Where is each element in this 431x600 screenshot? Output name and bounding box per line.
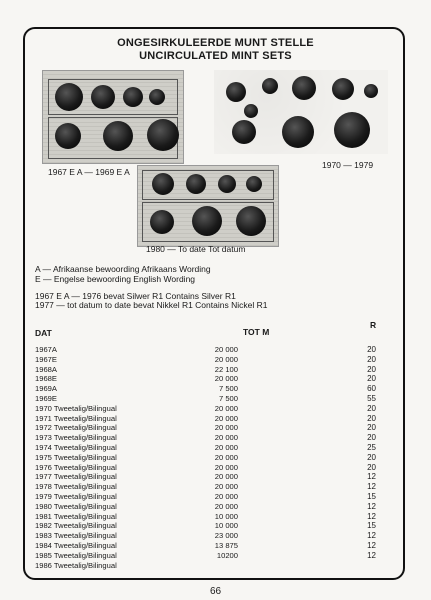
cell-tot-m: 22 100 <box>214 364 238 374</box>
table-row <box>0 521 431 530</box>
table-row <box>0 463 431 472</box>
cell-tot-m: 20 000 <box>214 472 238 482</box>
cell-tot-m: 10 000 <box>214 511 238 521</box>
column-header-r: R <box>370 320 377 330</box>
cell-tot-m: 20 000 <box>214 403 238 413</box>
cell-dat: 1971 Tweetalig/Bilingual <box>35 413 117 423</box>
table-row <box>0 433 431 442</box>
cell-r: 12 <box>367 541 376 550</box>
cell-tot-m: 7 500 <box>218 384 238 394</box>
table-row <box>0 502 431 511</box>
cell-r: 20 <box>367 462 376 472</box>
cell-tot-m: 20 000 <box>214 492 238 501</box>
column-header-dat: DAT <box>35 328 52 338</box>
table-row <box>0 355 431 364</box>
cell-dat: 1975 Tweetalig/Bilingual <box>35 452 117 462</box>
caption-set-1970-1979: 1970 — 1979 <box>322 160 374 170</box>
table-row <box>0 482 431 491</box>
cell-r: 20 <box>367 374 376 384</box>
cell-tot-m: 20 000 <box>214 374 238 384</box>
cell-tot-m: 20 000 <box>214 443 238 452</box>
cell-r: 20 <box>367 364 376 374</box>
table-row <box>0 414 431 423</box>
cell-tot-m: 20 000 <box>214 345 238 354</box>
cell-tot-m: 20 000 <box>214 482 238 492</box>
title-english: UNCIRCULATED MINT SETS <box>139 50 292 62</box>
table-row <box>0 551 431 560</box>
table-row <box>0 394 431 403</box>
table-row <box>0 423 431 432</box>
cell-tot-m: 20 000 <box>214 354 238 364</box>
cell-r: 12 <box>367 472 376 482</box>
mint-set-photo-1980-to-date <box>137 165 279 247</box>
table-row <box>0 404 431 413</box>
cell-r: 20 <box>367 413 376 423</box>
cell-r: 20 <box>367 345 376 354</box>
table-row <box>0 472 431 481</box>
cell-tot-m: 20 000 <box>214 423 238 433</box>
cell-r: 12 <box>367 511 376 521</box>
table-row <box>0 492 431 501</box>
page-number: 66 <box>209 586 222 597</box>
note-silver: 1967 E A — 1976 bevat Silwer R1 Contains Silver R1 <box>35 291 236 301</box>
cell-r: 15 <box>367 492 376 501</box>
cell-dat: 1985 Tweetalig/Bilingual <box>35 550 117 560</box>
caption-set-1967-1969: 1967 E A — 1969 E A <box>48 167 130 177</box>
cell-r: 20 <box>367 403 376 413</box>
cell-dat: 1986 Tweetalig/Bilingual <box>35 560 117 570</box>
cell-tot-m: 10200 <box>216 550 238 560</box>
cell-dat: 1969E <box>35 394 57 403</box>
cell-tot-m: 13 875 <box>214 541 238 550</box>
cell-dat: 1970 Tweetalig/Bilingual <box>35 403 117 413</box>
table-row <box>0 443 431 452</box>
cell-tot-m: 10 000 <box>214 521 238 531</box>
table-row <box>0 541 431 550</box>
legend-afrikaans: A — Afrikaanse bewoording Afrikaans Wording <box>35 264 211 274</box>
cell-r: 12 <box>367 501 376 511</box>
cell-r: 12 <box>367 482 376 492</box>
cell-r: 15 <box>367 521 376 531</box>
cell-tot-m: 20 000 <box>214 452 238 462</box>
cell-dat: 1978 Tweetalig/Bilingual <box>35 482 117 492</box>
cell-r: 60 <box>367 384 376 394</box>
cell-r: 20 <box>367 354 376 364</box>
table-row <box>0 561 431 570</box>
table-row <box>0 453 431 462</box>
cell-tot-m: 20 000 <box>214 433 238 443</box>
cell-dat: 1969A <box>35 384 57 394</box>
title-afrikaans: ONGESIRKULEERDE MUNT STELLE <box>117 37 314 49</box>
cell-dat: 1967A <box>35 345 57 354</box>
table-row <box>0 365 431 374</box>
cell-r: 20 <box>367 433 376 443</box>
cell-tot-m: 20 000 <box>214 501 238 511</box>
column-header-tot-m: TOT M <box>243 327 270 337</box>
cell-dat: 1972 Tweetalig/Bilingual <box>35 423 117 433</box>
cell-tot-m: 23 000 <box>214 531 238 541</box>
table-row <box>0 345 431 354</box>
cell-r: 20 <box>367 452 376 462</box>
cell-dat: 1979 Tweetalig/Bilingual <box>35 492 117 501</box>
table-row <box>0 531 431 540</box>
cell-dat: 1973 Tweetalig/Bilingual <box>35 433 117 443</box>
cell-dat: 1974 Tweetalig/Bilingual <box>35 443 117 452</box>
cell-tot-m: 20 000 <box>214 413 238 423</box>
cell-dat: 1981 Tweetalig/Bilingual <box>35 511 117 521</box>
cell-r: 12 <box>367 550 376 560</box>
note-nickel: 1977 — tot datum to date bevat Nikkel R1 Contains Nickel R1 <box>35 300 268 310</box>
mint-set-photo-1967-1969 <box>42 70 184 164</box>
cell-r: 55 <box>367 394 376 403</box>
table-row <box>0 374 431 383</box>
cell-dat: 1984 Tweetalig/Bilingual <box>35 541 117 550</box>
legend-english: E — Engelse bewoording English Wording <box>35 274 196 284</box>
cell-r: 25 <box>367 443 376 452</box>
cell-tot-m: 7 500 <box>218 394 238 403</box>
cell-tot-m: 20 000 <box>214 462 238 472</box>
cell-dat: 1977 Tweetalig/Bilingual <box>35 472 117 482</box>
cell-dat: 1980 Tweetalig/Bilingual <box>35 501 117 511</box>
cell-r: 20 <box>367 423 376 433</box>
cell-dat: 1982 Tweetalig/Bilingual <box>35 521 117 531</box>
cell-dat: 1967E <box>35 354 57 364</box>
caption-set-1980-to-date: 1980 — To date Tot datum <box>146 244 246 254</box>
table-row <box>0 512 431 521</box>
table-row <box>0 384 431 393</box>
mint-set-photo-1970-1979 <box>214 70 388 154</box>
cell-dat: 1968E <box>35 374 57 384</box>
cell-dat: 1968A <box>35 364 57 374</box>
cell-dat: 1976 Tweetalig/Bilingual <box>35 462 117 472</box>
cell-dat: 1983 Tweetalig/Bilingual <box>35 531 117 541</box>
cell-r: 12 <box>367 531 376 541</box>
